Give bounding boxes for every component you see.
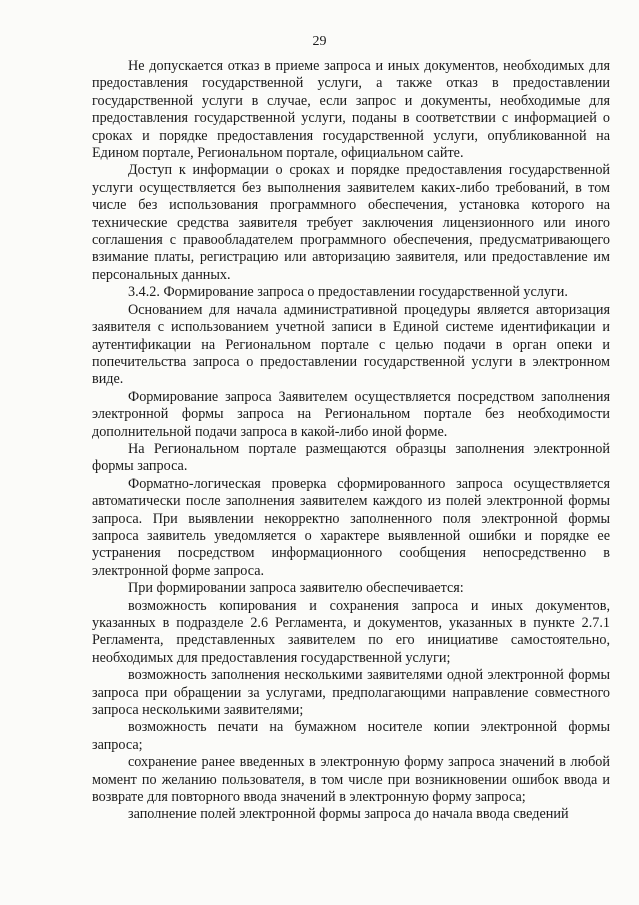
list-item: заполнение полей электронной формы запроса до начала ввода сведений <box>128 806 569 823</box>
paragraph: Формирование запроса Заявителем осуществляется посредством заполнения электронной формы запроса на Региональном портале без необходимости дополнительной подачи запроса в какой-либо иной форме. <box>92 388 610 440</box>
list-item: возможность заполнения несколькими заявителями одной электронной формы запроса при обращении за услугами, предполагающими направление совместного запроса несколькими заявителями; <box>92 667 610 719</box>
list-item: возможность печати на бумажном носителе копии электронной формы запроса; <box>92 719 610 753</box>
paragraph: Доступ к информации о сроках и порядке предоставления государственной услуги осуществляется без выполнения заявителем каких-либо требований, в том числе без использования программного обеспечения, установка которого на технические средства заявителя требует заключения лицензионного или иного соглашения с правообладателем программного обеспечения, предусматривающего взимание платы, регистрацию или авторизацию заявителя, или предоставление им персональных данных. <box>92 162 610 283</box>
list-item: сохранение ранее введенных в электронную форму запроса значений в любой момент по желанию пользователя, в том числе при возникновении ошибок ввода и возврате для повторного ввода значений в электронную форму запроса; <box>92 754 610 806</box>
document-body <box>92 58 610 824</box>
paragraph: На Региональном портале размещаются образцы заполнения электронной формы запроса. <box>92 440 610 475</box>
list-item: возможность копирования и сохранения запроса и иных документов, указанных в подразделе 2.6 Регламента, и документов, указанных в пункте 2.7.1 Регламента, представленных заявителем по его инициативе самостоятельно, необходимых для предоставления государственной услуги; <box>92 597 610 666</box>
paragraph: Форматно-логическая проверка сформированного запроса осуществляется автоматически после заполнения заявителем каждого из полей электронной формы запроса. При выявлении некорректно заполненного поля электронной формы запроса заявитель уведомляется о характере выявленной ошибки и порядке ее устранения посредством информационного сообщения непосредственно в электронной форме запроса. <box>92 475 610 579</box>
paragraph: Основанием для начала административной процедуры является авторизация заявителя с использованием учетной записи в Единой системе идентификации и аутентификации на Региональном портале с целью подачи в орган опеки и попечительства запроса о предоставлении государственной услуги в электронном виде. <box>92 301 610 388</box>
paragraph: Не допускается отказ в приеме запроса и иных документов, необходимых для предоставления государственной услуги, а также отказ в предоставлении государственной услуги в случае, если запрос и документы, необходимые для предоставления государственной услуги, поданы в соответствии с информацией о сроках и порядке предоставления государственной услуги, опубликованной на Едином портале, Региональном портале, официальном сайте. <box>92 58 610 162</box>
page-number: 29 <box>312 34 327 49</box>
section-heading: 3.4.2. Формирование запроса о предоставлении государственной услуги. <box>128 284 568 301</box>
paragraph: При формировании запроса заявителю обеспечивается: <box>128 580 464 597</box>
